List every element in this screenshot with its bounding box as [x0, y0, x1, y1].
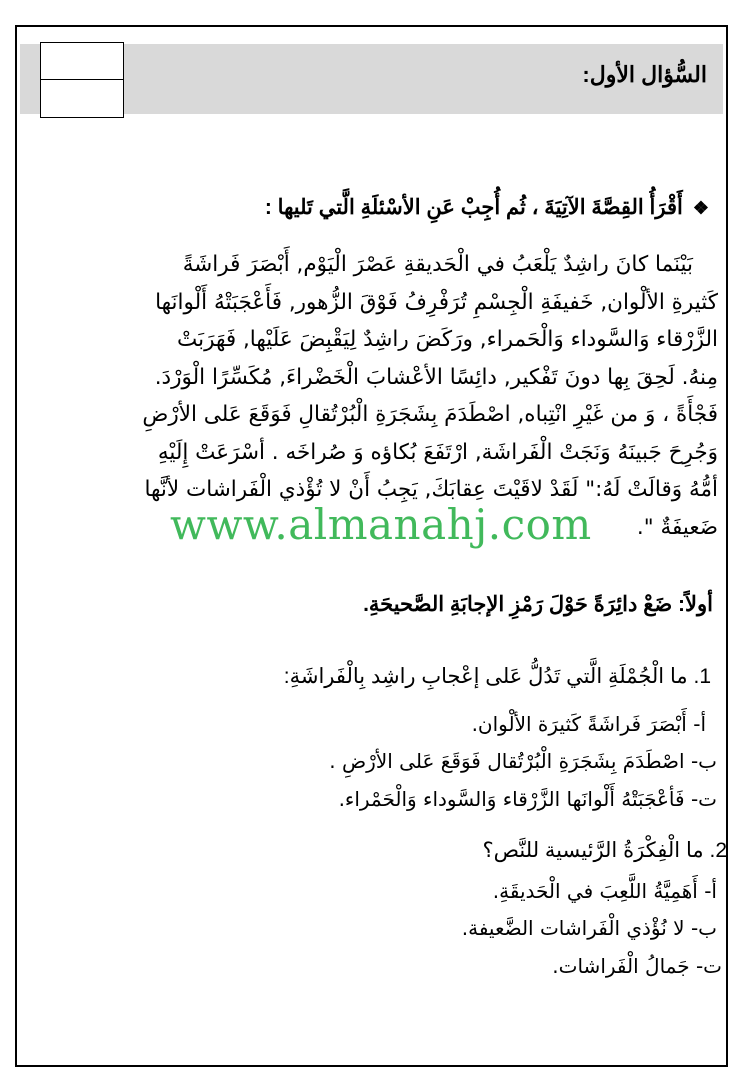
story-line: فَجْأَةً ، وَ من غَيْرِ انْتِباه, اصْطَدَمَ بِشَجَرَةِ الْبُرْتُقالِ فَوَقَعَ عَلى الأرْضِ: [142, 402, 718, 427]
watermark: www.almanahj.com: [170, 500, 592, 549]
question-2: [483, 838, 727, 863]
reading-instruction: [265, 195, 709, 220]
option-a[interactable]: أ- أَبْصَرَ فَراشَةً كَثيرَة الألْوان.: [471, 712, 706, 736]
question-number: 2.: [709, 839, 727, 862]
question-text: ما الْفِكْرَةُ الرَّئيسية للنَّص؟: [482, 839, 704, 862]
option-c[interactable]: ت- جَمالُ الْفَراشات.: [552, 954, 722, 978]
story-line: وَجُرِحَ جَبينَهُ وَنَجَتْ الْفَراشَة, ارْتَفَعَ بُكاؤه وَ صُراخَه . أسْرَعَتْ إِلَيْهِ: [157, 439, 718, 465]
question-1: [284, 664, 711, 689]
section-title: أولاً: ضَعْ دائِرَةً حَوْلَ رَمْزِ الإجابَةِ الصَّحيحَةِ.: [363, 593, 713, 616]
question-text: ما الْجُمْلَةِ الَّتي تَدُلُّ عَلى إعْجابِ راشِد بِالْفَراشَةِ:: [283, 665, 688, 688]
option-c[interactable]: ت- فَأعْجَبَتْهُ أَلْوانَها الزَّرْقاء وَالسَّوداء وَالْحَمْراء.: [338, 787, 717, 811]
question-number: 1.: [693, 665, 711, 688]
story-line: الزَّرْقاء وَالسَّوداء وَالْحَمراء, ورَكَضَ راشِدٌ لِيَقْبِضَ عَلَيْها, فَهَرَبَتْ: [176, 327, 718, 352]
story-line: مِنهُ. لَحِقَ بِها دونَ تَفْكير, دائِسًا الأعْشابَ الْخَضْراءَ, مُكَسِّرًا الْوَرْدَ.: [154, 364, 718, 390]
story-line: أمُّهُ وَقالَتْ لَهُ:" لَقَدْ لاقَيْتَ عِقابَكَ, يَجِبُ أَنْ لا تُؤْذي الْفَراشات لأنَّها: [144, 477, 718, 502]
diamond-bullet-icon: ❖: [692, 198, 709, 218]
option-b[interactable]: ب- لا نُؤْذي الْفَراشات الضَّعيفة.: [461, 916, 717, 940]
score-box: [40, 42, 124, 118]
question-title: السُّؤال الأول:: [582, 62, 707, 87]
story-line: كَثيرةِ الألْوان, خَفيفَةِ الْجِسْمِ تُرَفْرِفُ فَوْقَ الزُّهور, فَأَعْجَبَتْهُ أَلْوانَها: [155, 289, 718, 315]
instruction-text: أَقْرَأُ القِصَّةَ الآتِيَةَ ، ثُم أُجِبْ عَنِ الأسْئلَةِ الَّتي تَليها :: [264, 196, 683, 219]
story-line: بَيْنَما كانَ راشِدٌ يَلْعَبُ في الْحَديقةِ عَصْرَ الْيَوْم, أَبْصَرَ فَراشَةً: [182, 252, 693, 277]
option-b[interactable]: ب- اصْطَدَمَ بِشَجَرَةِ الْبُرْتُقال فَوَقَعَ عَلى الأرْضِ .: [329, 749, 717, 773]
story-line: ضَعيفَةٌ ".: [636, 514, 718, 540]
option-a[interactable]: أ- أَهَمِيَّةُ اللَّعِبَ في الْحَديقَةِ.: [492, 879, 717, 903]
